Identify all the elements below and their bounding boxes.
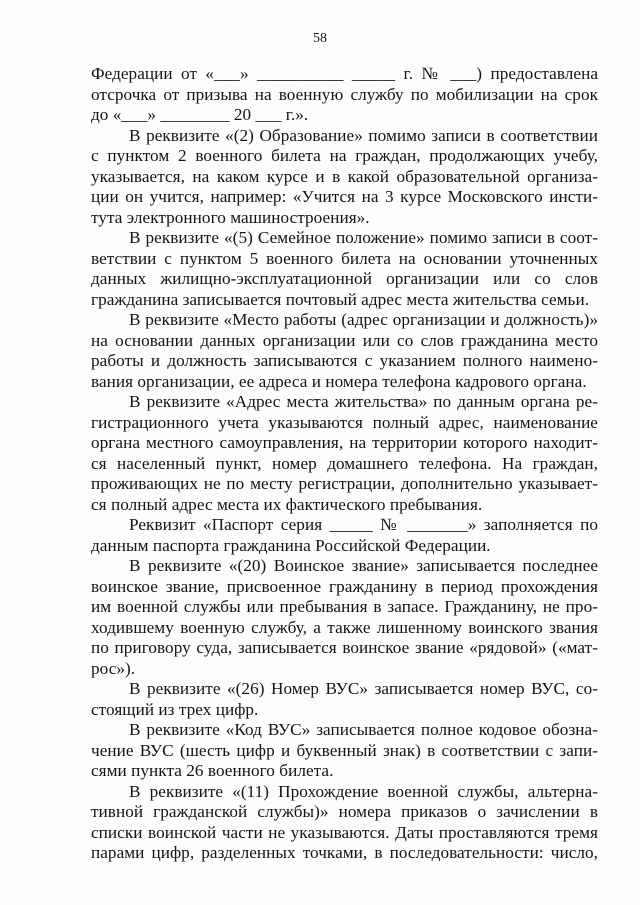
text-line: отсрочка от призыва на военную службу по мобилизации на срок <box>91 84 598 104</box>
text-line: ходившему военную службу, а также лишенному воинского звания <box>91 617 598 637</box>
text-line: В реквизите «(20) Воинское звание» записывается последнее <box>129 556 598 575</box>
text-line: работы и должность записываются с указанием полного наимено- <box>91 351 598 370</box>
text-line: воинское звание, присвоенное гражданину в период прохождения <box>91 576 598 596</box>
text-line: гистрационного учета указываются полный адрес, наименование <box>91 412 598 432</box>
text-line: сями пункта 26 военного билета. <box>91 761 334 780</box>
text-line: проживающих не по месту регистрации, дополнительно указывает- <box>91 474 598 493</box>
text-line: списки воинской части не указываются. Даты проставляются тремя <box>91 822 598 842</box>
text-line: парами цифр, разделенных точками, в последовательности: число, <box>91 843 598 862</box>
text-line: В реквизите «Адрес места жительства» по данным органа ре- <box>129 392 598 411</box>
text-line: органа местного самоуправления, на территории которого находит- <box>91 433 598 452</box>
text-line: В реквизите «Место работы (адрес организации и должность)» <box>129 310 598 329</box>
text-line: В реквизите «(2) Образование» помимо записи в соответствии <box>129 125 598 145</box>
text-line: до «___» ________ 20 ___ г.». <box>91 105 309 124</box>
text-line: по приговору суда, записывается воинское звание «рядовой» («мат- <box>91 638 598 657</box>
text-line: В реквизите «(26) Номер ВУС» записывается номер ВУС, со- <box>129 679 598 698</box>
text-line: ветствии с пунктом 5 военного билета на основании уточненных <box>91 248 598 268</box>
text-line: данным паспорта гражданина Российской Федерации. <box>91 535 491 555</box>
text-line: В реквизите «(11) Прохождение военной службы, альтерна- <box>129 781 598 801</box>
text-line: указывается, на каком курсе и в какой образовательной организа- <box>91 166 598 186</box>
text-line: тивной гражданской службы)» номера приказов о зачислении в <box>91 802 598 821</box>
text-line: стоящий из трех цифр. <box>91 699 259 719</box>
text-line: гражданина записывается почтовый адрес места жительства семьи. <box>91 289 590 309</box>
text-line: рос»). <box>91 658 136 678</box>
text-line: с пунктом 2 военного билета на граждан, продолжающих учебу, <box>91 146 598 165</box>
text-line: В реквизите «(5) Семейное положение» помимо записи в соот- <box>129 228 598 247</box>
text-line: Федерации от «___» __________ _____ г. № ___) предоставлена <box>91 64 598 83</box>
text-line: ции он учится, например: «Учится на 3 курсе Московского инсти- <box>91 187 598 206</box>
text-line: данных жилищно-эксплуатационной организации или со слов <box>91 269 598 288</box>
text-line: вания организации, ее адреса и номера телефона кадрового органа. <box>91 371 587 391</box>
text-line: на основании данных организации или со слов гражданина место <box>91 330 598 350</box>
text-line: ся полный адрес места их фактического пребывания. <box>91 494 483 514</box>
text-line: В реквизите «Код ВУС» записывается полное кодовое обозна- <box>129 720 598 739</box>
text-line: тута электронного машиностроения». <box>91 207 370 227</box>
text-line: чение ВУС (шесть цифр и буквенный знак) в соответствии с запи- <box>91 740 598 760</box>
page-number: 58 <box>313 31 327 46</box>
text-line: им военной службы или пребывания в запасе. Гражданину, не про- <box>91 597 598 616</box>
text-line: Реквизит «Паспорт серия _____ № _______» заполняется по <box>129 515 598 534</box>
text-line: ся населенный пункт, номер домашнего телефона. На граждан, <box>91 453 598 473</box>
